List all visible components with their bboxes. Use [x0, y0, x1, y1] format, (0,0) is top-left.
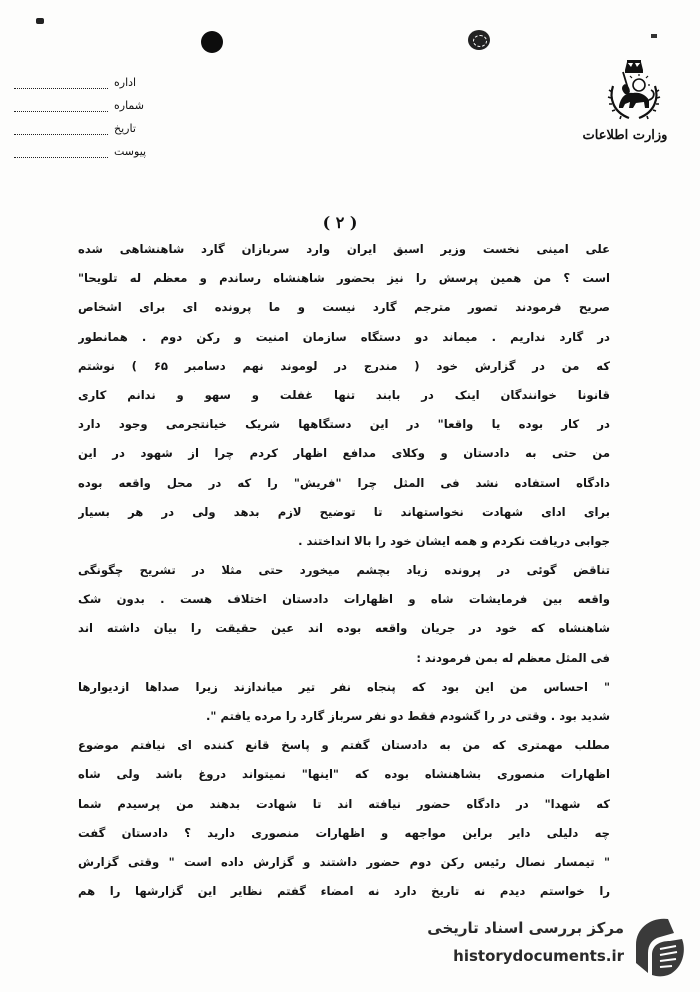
punch-hole-left	[201, 31, 223, 53]
lion-and-sun-emblem-icon	[603, 58, 665, 124]
field-date	[14, 112, 164, 135]
text-line: در گارد نداریم . میماند دو دستگاه سازمان امنیت و رکن دوم . همانطور	[78, 329, 610, 344]
ministry-name: وزارت اطلاعات	[582, 128, 668, 143]
watermark	[420, 915, 690, 985]
text-line: که من در گزارش خود ( مندرج در لوموند نهم دسامبر ۶۵ ) نوشتم	[78, 358, 610, 373]
text-line: فی المثل معظم له بمن فرمودند :	[416, 650, 610, 665]
field-department	[14, 66, 164, 89]
text-line: واقعه بین فرمایشات شاه و اظهارات دادستان اختلاف هست . بدون شک	[78, 592, 610, 607]
field-number	[14, 89, 164, 112]
text-line: در کار بوده یا واقعا" در این دستگاهها شریک خیانتجرمی وجود دارد	[78, 417, 610, 432]
text-line: که شهدا" در دادگاه حضور نیافته اند تا شهادت بدهند من پرسیدم شما	[78, 796, 610, 811]
letter-body	[78, 235, 610, 906]
text-line: چه دلیلی دایر براین مواجهه و اظهارات منصوری دارید ؟ دادستان گفت	[78, 825, 610, 840]
text-line: دادگاه استفاده نشد فی المثل چرا "فریش" را که در محل واقعه بوده	[78, 475, 610, 490]
header-fields	[14, 66, 164, 158]
text-line: شاهنشاه که خود در جریان واقعه بوده اند عین حقیقت را بیان داشته اند	[78, 621, 610, 636]
watermark-url: historydocuments.ir	[453, 947, 624, 965]
dot-mark	[651, 34, 657, 38]
archive-logo-icon	[630, 915, 690, 981]
field-line	[14, 99, 108, 112]
text-line: " تیمسار نصال رئیس رکن دوم حضور داشتند و گزارش داده است " وقتی گزارش	[78, 854, 610, 869]
field-attachment	[14, 135, 164, 158]
field-label: اداره	[114, 76, 137, 89]
text-line: قانونا خوانندگان اینک در بابند تنها غفلت و سهو و ندانم کاری	[78, 387, 610, 402]
field-label: تاریخ	[114, 122, 136, 135]
page-number: ( ۲ )	[322, 213, 358, 232]
field-label: شماره	[114, 99, 145, 112]
corner-mark	[36, 18, 44, 24]
text-line: جوابی دریافت نکردم و همه ایشان خود را بالا انداختند .	[298, 533, 610, 548]
text-line: برای ادای شهادت نخواستهاند تا توضیح لازم بدهد ولی در هر بسیار	[78, 504, 610, 519]
text-line: را خواستم دیدم نه تاریخ دارد نه امضاء گفتم نظایر این گزارشها را هم	[78, 884, 610, 899]
text-line: اظهارات منصوری بشاهنشاه بوده که "اینها" نمیتواند دروغ باشد ولی شاه	[78, 767, 610, 782]
text-line: مطلب مهمتری که من به دادستان گفتم و پاسخ قانع کننده ای نیافتم موضوع	[78, 738, 610, 753]
text-line: " احساس من این بود که پنجاه نفر تیر میاندازند زیرا صداها ازدیوارها	[78, 679, 610, 694]
text-line: علی امینی نخست وزیر اسبق ایران وارد سربازان گارد شاهنشاهی شده	[78, 242, 610, 256]
field-line	[14, 76, 108, 89]
text-line: صریح فرمودند تصور مترجم گارد نیست و ما پرونده ای برای اشخاص	[78, 300, 610, 315]
text-line: است ؟ من همین پرسش را نیز بحضور شاهنشاه رساندم و معظم له تلویحا"	[78, 271, 610, 286]
field-line	[14, 145, 108, 158]
field-label: پیوست	[114, 145, 147, 158]
text-line: تناقض گوئی در پرونده زیاد بچشم میخورد حتی مثلا در تشریح چگونگی	[78, 563, 610, 578]
watermark-title: مرکز بررسی اسناد تاریخی	[427, 919, 624, 937]
text-line: من حتی به دادستان و وکلای مدافع اظهار کردم چرا از شهود در این	[78, 446, 610, 461]
text-line: شدید بود . وقتی در را گشودم فقط دو نفر سرباز گارد را مرده یافتم ".	[206, 709, 610, 723]
field-line	[14, 122, 108, 135]
punch-hole-right	[468, 30, 490, 50]
